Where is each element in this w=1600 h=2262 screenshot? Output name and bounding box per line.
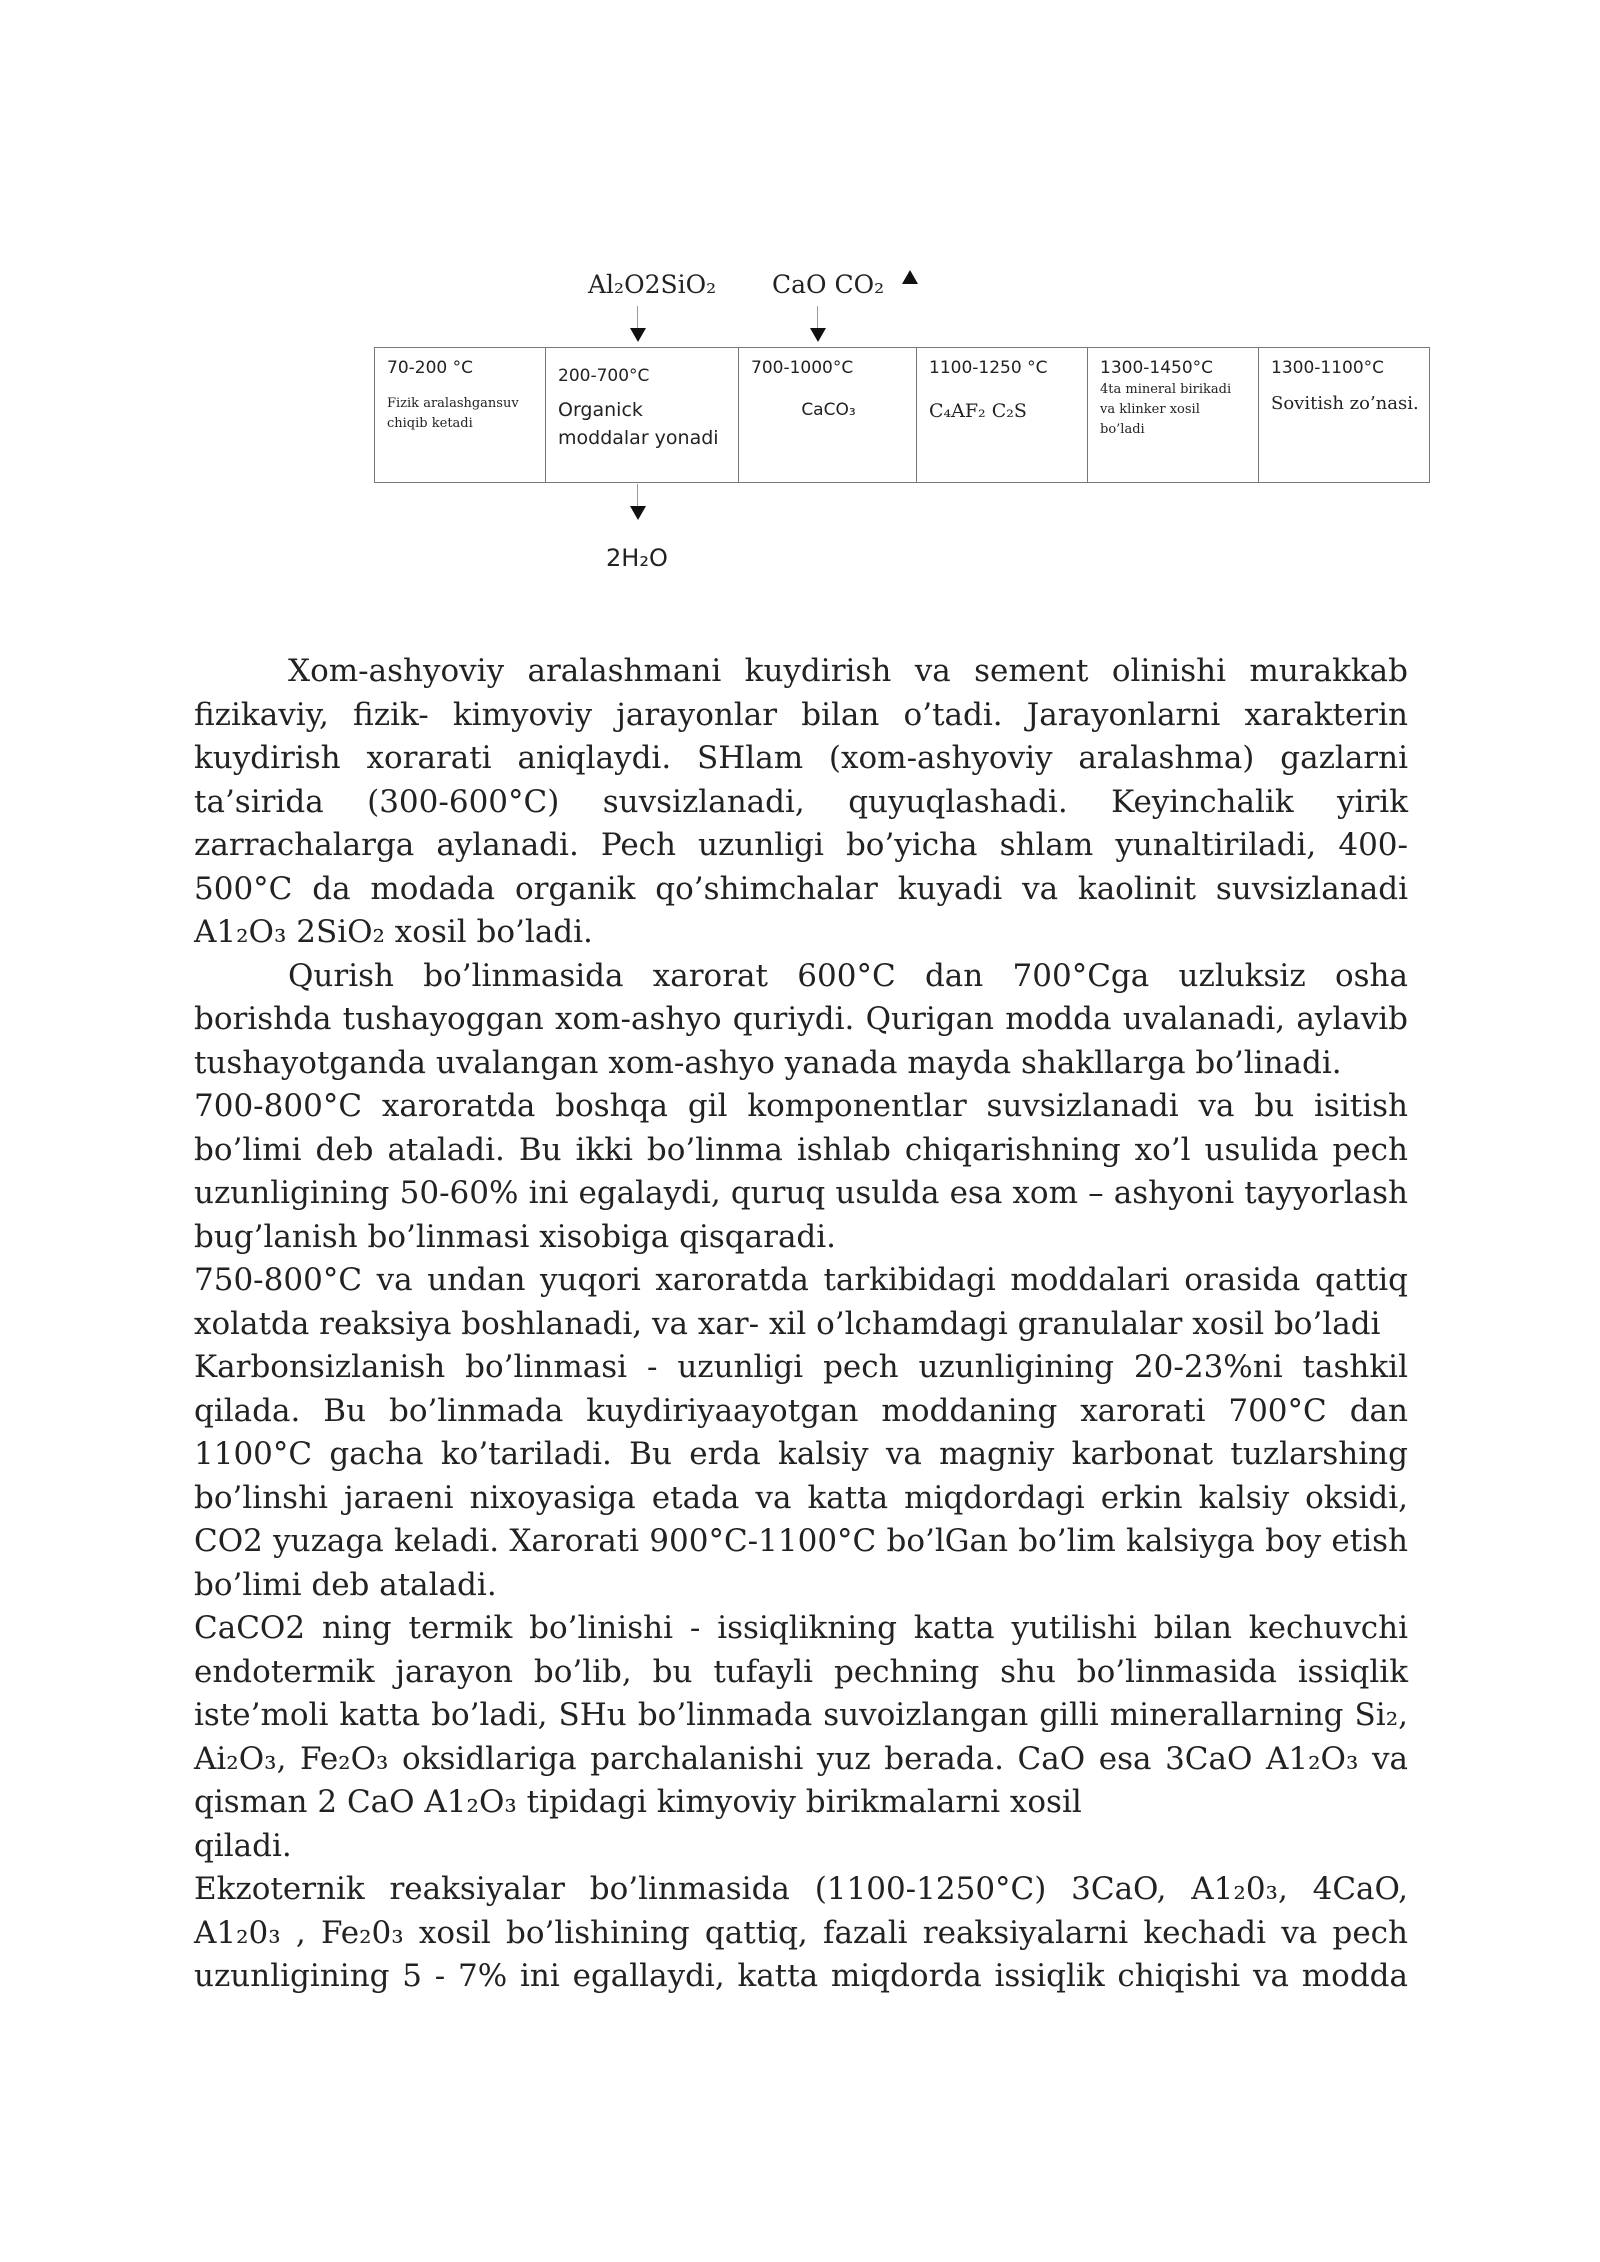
paragraph: qiladi.: [194, 1827, 292, 1864]
zone-desc: C₄AF₂ C₂S: [929, 400, 1027, 422]
connector-line: [637, 306, 638, 328]
zone-desc: Organick moddalar yonadi: [558, 399, 719, 449]
paragraph: Ekzoternik reaksiyalar bo’linmasida (1100-1250°C) 3CaO, A1₂0₃, 4CaO, A1₂0₃ , Fe₂0₃ xosil bo’lishining qattiq, fazali reaksiyalarni kechadi va pech uzunligining 5 - 7% ini egallaydi, katta miqdorda issiqlik chiqishi va modda: [194, 1871, 1408, 1994]
top-mid-label: CaO CO₂: [772, 270, 885, 299]
zone-cell: [1259, 348, 1430, 483]
paragraph: 700-800°C xaroratda boshqa gil komponentlar suvsizlanadi va bu isitish bo’limi deb ataladi. Bu ikki bo’linma ishlab chiqarishning xo’l usulida pech uzunligining 50-60% ini egalaydi, quruq usulda esa xom – ashyoni tayyorlash bug’lanish bo’linmasi xisobiga qisqaradi.: [194, 1088, 1408, 1255]
zone-range: 1300-1450°C: [1100, 358, 1214, 378]
up-arrow-icon: [902, 270, 918, 284]
top-left-label: Al₂O2SiO₂: [588, 270, 717, 299]
paragraph: Qurish bo’linmasida xarorat 600°C dan 700°Cga uzluksiz osha borishda tushayoggan xom-ashyo quriydi. Qurigan modda uvalanadi, aylavib tushayotganda uvalangan xom-ashyo yanada mayda shakllarga bo’linadi.: [194, 957, 1408, 1081]
zone-desc: Fizik aralashgansuv chiqib ketadi: [387, 396, 519, 431]
zone-range: 200-700°C: [558, 366, 650, 386]
document-body: [194, 650, 1408, 1999]
zone-desc: 4ta mineral birikadi va klinker xosil bo’ladi: [1100, 382, 1232, 437]
zone-cell: [546, 348, 739, 483]
zone-range: 1300-1100°C: [1271, 358, 1385, 378]
paragraph: Karbonsizlanish bo’linmasi - uzunligi pech uzunligining 20-23%ni tashkil qilada. Bu bo’linmada kuydiriyaayotgan moddaning xarorati 700°C dan 1100°C gacha ko’tariladi. Bu erda kalsiy va magniy karbonat tuzlarshing bo’linshi jaraeni nixoyasiga etada va katta miqdordagi erkin kalsiy oksidi, CO2 yuzaga keladi. Xarorati 900°C-1100°C bo’lGan bo’lim kalsiyga boy etish bo’limi deb ataladi.: [194, 1349, 1408, 1603]
zone-cell: [917, 348, 1088, 483]
paragraph: CaCO2 ning termik bo’linishi - issiqlikning katta yutilishi bilan kechuvchi endotermik jarayon bo’lib, bu tufayli pechning shu bo’linmasida issiqlik iste’moli katta bo’ladi, SHu bo’linmada suvoizlangan gilli minerallarning Si₂, Ai₂O₃, Fe₂O₃ oksidlariga parchalanishi yuz berada. CaO esa 3CaO A1₂O₃ va qisman 2 CaO A1₂O₃ tipidagi kimyoviy birikmalarni xosil: [194, 1610, 1408, 1820]
down-arrow-icon: [630, 328, 646, 342]
kiln-zones-table: [374, 347, 1430, 483]
down-arrow-icon: [630, 506, 646, 520]
zone-cell: [1088, 348, 1259, 483]
zone-cell: [375, 348, 546, 483]
paragraph: Xom-ashyoviy aralashmani kuydirish va sement olinishi murakkab fizikaviy, fizik- kimyoviy jarayonlar bilan o’tadi. Jarayonlarni xarakterin kuydirish xorarati aniqlaydi. SHlam (xom-ashyoviy aralashma) gazlarni ta’sirida (300-600°C) suvsizlanadi, quyuqlashadi. Keyinchalik yirik zarrachalarga aylanadi. Pech uzunligi bo’yicha shlam yunaltiriladi, 400- 500°C da modada organik qo’shimchalar kuyadi va kaolinit suvsizlanadi A1₂O₃ 2SiO₂ xosil bo’ladi.: [194, 653, 1408, 950]
connector-line: [637, 484, 638, 506]
down-arrow-icon: [810, 328, 826, 342]
paragraph: 750-800°C va undan yuqori xaroratda tarkibidagi moddalari orasida qattiq xolatda reaksiya boshlanadi, va xar- xil o’lchamdagi granulalar xosil bo’ladi: [194, 1262, 1408, 1342]
zone-range: 1100-1250 °C: [929, 358, 1048, 378]
zone-desc: Sovitish zo’nasi.: [1271, 393, 1419, 414]
zone-cell: [739, 348, 917, 483]
zone-range: 70-200 °C: [387, 358, 473, 378]
connector-line: [817, 306, 818, 328]
zone-desc: CaCO₃: [801, 400, 856, 420]
bottom-label: 2H₂O: [606, 544, 668, 572]
zone-range: 700-1000°C: [751, 358, 854, 378]
